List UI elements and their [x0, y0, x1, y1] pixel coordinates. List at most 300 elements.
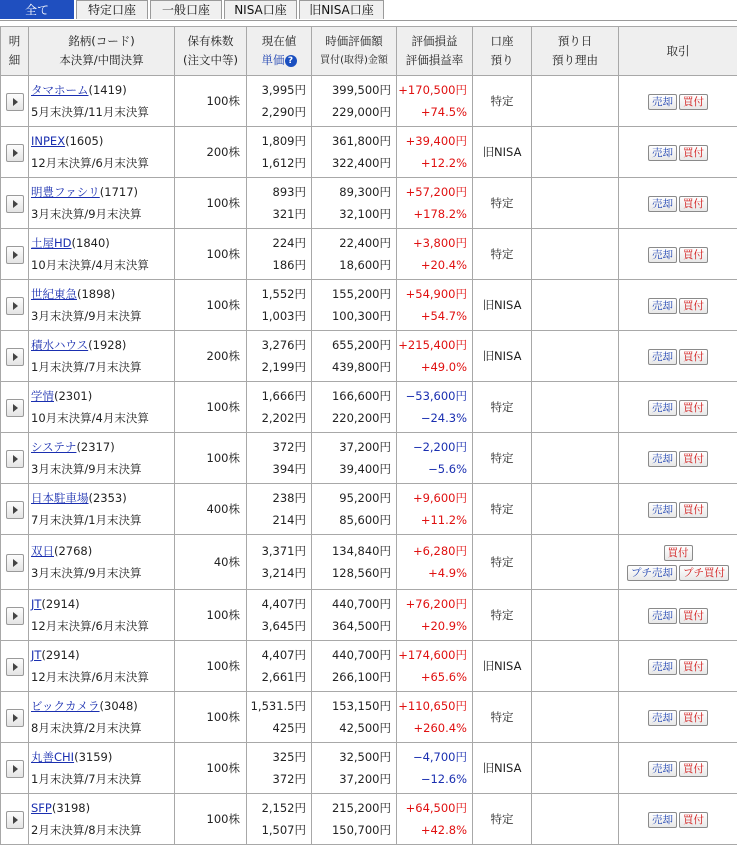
trade-cell	[619, 280, 737, 331]
profit-loss: +170,500円	[398, 83, 467, 97]
sell-button[interactable]: 売却	[648, 247, 677, 263]
stock-code: (1419)	[88, 83, 127, 97]
value-cell	[312, 692, 397, 743]
account-type: 特定	[473, 692, 532, 743]
acquisition-amount: 32,100円	[339, 207, 391, 221]
market-value: 361,800円	[331, 134, 391, 148]
detail-cell	[1, 535, 29, 590]
account-tabs	[0, 0, 737, 21]
quantity: 100株	[175, 280, 247, 331]
stock-name-link[interactable]: 世紀東急	[31, 287, 77, 301]
expand-detail-icon[interactable]	[6, 607, 24, 625]
pl-cell	[397, 743, 473, 794]
fiscal-period: 2月末決算/8月末決算	[31, 823, 142, 837]
price-cell	[247, 331, 312, 382]
table-row	[1, 178, 737, 229]
account-type: 特定	[473, 76, 532, 127]
price-cell	[247, 794, 312, 845]
account-type: 特定	[473, 433, 532, 484]
account-type: 特定	[473, 178, 532, 229]
detail-cell	[1, 76, 29, 127]
buy-button[interactable]: 買付	[679, 659, 708, 675]
tab-all[interactable]: 全て	[0, 0, 74, 19]
unit-cost: 321円	[272, 207, 306, 221]
current-price: 3,371円	[261, 544, 306, 558]
table-row	[1, 76, 737, 127]
current-price: 1,666円	[261, 389, 306, 403]
acquisition-amount: 150,700円	[331, 823, 391, 837]
deposit-info	[532, 484, 619, 535]
profit-loss-rate: +20.4%	[420, 258, 467, 272]
price-cell	[247, 433, 312, 484]
stock-name-link[interactable]: ビックカメラ	[31, 699, 100, 713]
current-price: 325円	[272, 750, 306, 764]
table-row	[1, 794, 737, 845]
price-cell	[247, 280, 312, 331]
expand-detail-icon[interactable]	[6, 144, 24, 162]
current-price: 4,407円	[261, 648, 306, 662]
market-value: 215,200円	[331, 801, 391, 815]
profit-loss-rate: +74.5%	[420, 105, 467, 119]
deposit-info	[532, 178, 619, 229]
stock-name-link[interactable]: 明豊ファシリ	[31, 185, 100, 199]
trade-cell	[619, 590, 737, 641]
stock-cell	[29, 794, 175, 845]
profit-loss-rate: +65.6%	[420, 670, 467, 684]
acquisition-amount: 42,500円	[339, 721, 391, 735]
quantity: 100株	[175, 794, 247, 845]
acquisition-amount: 37,200円	[339, 772, 391, 786]
current-price: 1,531.5円	[250, 699, 306, 713]
market-value: 153,150円	[331, 699, 391, 713]
stock-code: (3198)	[51, 801, 91, 815]
profit-loss: +54,900円	[405, 287, 467, 301]
detail-cell	[1, 692, 29, 743]
market-value: 155,200円	[331, 287, 391, 301]
deposit-info	[532, 794, 619, 845]
detail-cell	[1, 229, 29, 280]
buy-button[interactable]: 買付	[679, 94, 708, 110]
detail-cell	[1, 433, 29, 484]
stock-name-link[interactable]: システナ	[31, 440, 77, 454]
sell-button[interactable]: 売却	[648, 502, 677, 518]
col-price-header: 現在値 単価 ?	[247, 27, 312, 76]
account-type: 特定	[473, 590, 532, 641]
unit-cost: 1,003円	[261, 309, 306, 323]
stock-name-link[interactable]: SFP	[31, 801, 52, 815]
current-price: 2,152円	[261, 801, 306, 815]
trade-cell	[619, 178, 737, 229]
stock-cell	[29, 743, 175, 794]
unit-cost: 1,507円	[261, 823, 306, 837]
acquisition-amount: 18,600円	[339, 258, 391, 272]
profit-loss-rate: +49.0%	[420, 360, 467, 374]
deposit-info	[532, 743, 619, 794]
stock-name-link[interactable]: タマホーム	[31, 83, 89, 97]
stock-cell	[29, 590, 175, 641]
stock-cell	[29, 692, 175, 743]
value-cell	[312, 127, 397, 178]
stock-code: (2301)	[54, 389, 93, 403]
table-row	[1, 280, 737, 331]
acquisition-amount: 85,600円	[339, 513, 391, 527]
account-type: 特定	[473, 535, 532, 590]
buy-button[interactable]: 買付	[679, 608, 708, 624]
table-row	[1, 127, 737, 178]
profit-loss-rate: +4.9%	[428, 566, 467, 580]
expand-detail-icon[interactable]	[6, 246, 24, 264]
account-type: 旧NISA	[473, 280, 532, 331]
fiscal-period: 3月末決算/9月末決算	[31, 309, 142, 323]
market-value: 22,400円	[339, 236, 391, 250]
col-account-header: 口座 預り	[473, 27, 532, 76]
buy-button[interactable]: 買付	[679, 812, 708, 828]
trade-cell	[619, 641, 737, 692]
quantity: 100株	[175, 229, 247, 280]
account-type: 旧NISA	[473, 127, 532, 178]
buy-button[interactable]: 買付	[679, 451, 708, 467]
profit-loss-rate: +11.2%	[420, 513, 467, 527]
value-cell	[312, 641, 397, 692]
col-trade-header: 取引	[619, 27, 737, 76]
acquisition-amount: 439,800円	[331, 360, 391, 374]
stock-name-link[interactable]: 土屋HD	[31, 236, 72, 250]
unit-cost: 3,645円	[261, 619, 306, 633]
fiscal-period: 1月末決算/7月末決算	[31, 772, 142, 786]
quantity: 100株	[175, 433, 247, 484]
current-price: 1,552円	[261, 287, 306, 301]
tab-old-nisa[interactable]: 旧NISA口座	[299, 0, 384, 19]
quantity: 100株	[175, 76, 247, 127]
stock-name-link[interactable]: JT	[31, 597, 42, 611]
detail-cell	[1, 331, 29, 382]
col-name-header: 銘柄(コード) 本決算/中間決算	[29, 27, 175, 76]
expand-detail-icon[interactable]	[6, 811, 24, 829]
deposit-info	[532, 590, 619, 641]
pl-cell	[397, 76, 473, 127]
trade-cell	[619, 535, 737, 590]
buy-button[interactable]: 買付	[679, 247, 708, 263]
profit-loss: +76,200円	[405, 597, 467, 611]
table-header	[1, 27, 737, 76]
value-cell	[312, 229, 397, 280]
acquisition-amount: 229,000円	[331, 105, 391, 119]
unit-cost: 2,661円	[261, 670, 306, 684]
profit-loss-rate: −12.6%	[420, 772, 467, 786]
stock-name-link[interactable]: 学情	[31, 389, 54, 403]
fiscal-period: 8月末決算/2月末決算	[31, 721, 142, 735]
fiscal-period: 7月末決算/1月末決算	[31, 513, 142, 527]
stock-cell	[29, 76, 175, 127]
tab-ippan[interactable]: 一般口座	[150, 0, 222, 19]
expand-detail-icon[interactable]	[6, 399, 24, 417]
sell-button[interactable]: 売却	[648, 608, 677, 624]
fiscal-period: 3月末決算/9月末決算	[31, 462, 142, 476]
expand-detail-icon[interactable]	[6, 554, 24, 572]
value-cell	[312, 794, 397, 845]
stock-code: (1898)	[77, 287, 116, 301]
stock-cell	[29, 229, 175, 280]
acquisition-amount: 220,200円	[331, 411, 391, 425]
pl-cell	[397, 229, 473, 280]
pl-cell	[397, 590, 473, 641]
expand-detail-icon[interactable]	[6, 760, 24, 778]
quantity: 40株	[175, 535, 247, 590]
sell-button[interactable]: 売却	[648, 451, 677, 467]
help-icon[interactable]: ?	[285, 55, 297, 67]
price-cell	[247, 535, 312, 590]
value-cell	[312, 743, 397, 794]
value-cell	[312, 178, 397, 229]
profit-loss: +39,400円	[405, 134, 467, 148]
buy-button[interactable]: 買付	[679, 400, 708, 416]
quantity: 100株	[175, 641, 247, 692]
trade-cell	[619, 794, 737, 845]
account-type: 旧NISA	[473, 743, 532, 794]
detail-cell	[1, 178, 29, 229]
price-cell	[247, 127, 312, 178]
col-deposit-header: 預り日 預り理由	[532, 27, 619, 76]
sell-button[interactable]: 売却	[648, 812, 677, 828]
fiscal-period: 3月末決算/9月末決算	[31, 207, 142, 221]
acquisition-amount: 39,400円	[339, 462, 391, 476]
value-cell	[312, 382, 397, 433]
sell-button[interactable]: 売却	[648, 710, 677, 726]
stock-code: (2768)	[54, 544, 93, 558]
quantity: 100株	[175, 743, 247, 794]
expand-detail-icon[interactable]	[6, 297, 24, 315]
unit-cost: 1,612円	[261, 156, 306, 170]
pl-cell	[397, 127, 473, 178]
deposit-info	[532, 280, 619, 331]
stock-name-link[interactable]: 積水ハウス	[31, 338, 89, 352]
fiscal-period: 10月末決算/4月末決算	[31, 411, 149, 425]
account-type: 旧NISA	[473, 331, 532, 382]
deposit-info	[532, 641, 619, 692]
value-cell	[312, 331, 397, 382]
quantity: 200株	[175, 127, 247, 178]
profit-loss: +110,650円	[398, 699, 467, 713]
stock-name-link[interactable]: 丸善CHI	[31, 750, 75, 764]
account-type: 特定	[473, 484, 532, 535]
profit-loss: −53,600円	[405, 389, 467, 403]
expand-detail-icon[interactable]	[6, 93, 24, 111]
expand-detail-icon[interactable]	[6, 195, 24, 213]
fiscal-period: 10月末決算/4月末決算	[31, 258, 149, 272]
stock-code: (3048)	[99, 699, 138, 713]
market-value: 440,700円	[331, 648, 391, 662]
pl-cell	[397, 433, 473, 484]
table-row	[1, 382, 737, 433]
current-price: 893円	[272, 185, 306, 199]
value-cell	[312, 433, 397, 484]
profit-loss-rate: +42.8%	[420, 823, 467, 837]
sell-button[interactable]: 売却	[648, 196, 677, 212]
current-price: 224円	[272, 236, 306, 250]
tab-tokutei[interactable]: 特定口座	[76, 0, 148, 19]
trade-cell	[619, 433, 737, 484]
acquisition-amount: 100,300円	[331, 309, 391, 323]
unit-cost: 2,290円	[261, 105, 306, 119]
unit-cost: 425円	[272, 721, 306, 735]
account-type: 旧NISA	[473, 641, 532, 692]
pl-cell	[397, 178, 473, 229]
trade-cell	[619, 127, 737, 178]
col-pl-header: 評価損益 評価損益率	[397, 27, 473, 76]
market-value: 655,200円	[331, 338, 391, 352]
profit-loss-rate: +260.4%	[413, 721, 467, 735]
detail-cell	[1, 382, 29, 433]
acquisition-amount: 128,560円	[331, 566, 391, 580]
profit-loss: +3,800円	[412, 236, 467, 250]
profit-loss: −2,200円	[412, 440, 467, 454]
deposit-info	[532, 331, 619, 382]
price-cell	[247, 229, 312, 280]
trade-cell	[619, 692, 737, 743]
market-value: 134,840円	[331, 544, 391, 558]
pl-cell	[397, 331, 473, 382]
buy-button[interactable]: 買付	[679, 145, 708, 161]
profit-loss-rate: +178.2%	[413, 207, 467, 221]
trade-cell	[619, 743, 737, 794]
detail-cell	[1, 590, 29, 641]
quantity: 400株	[175, 484, 247, 535]
account-type: 特定	[473, 229, 532, 280]
value-cell	[312, 280, 397, 331]
col-detail-header: 明 細	[1, 27, 29, 76]
buy-button[interactable]: 買付	[679, 502, 708, 518]
petit-sell-button[interactable]: プチ売却	[627, 565, 677, 581]
stock-cell	[29, 535, 175, 590]
sell-button[interactable]: 売却	[648, 400, 677, 416]
sell-button[interactable]: 売却	[648, 298, 677, 314]
stock-name-link[interactable]: 双日	[31, 544, 54, 558]
buy-button[interactable]: 買付	[664, 545, 693, 561]
trade-cell	[619, 229, 737, 280]
fiscal-period: 5月末決算/11月末決算	[31, 105, 149, 119]
sell-button[interactable]: 売却	[648, 761, 677, 777]
market-value: 32,500円	[339, 750, 391, 764]
unit-cost: 394円	[272, 462, 306, 476]
profit-loss: +57,200円	[405, 185, 467, 199]
sell-button[interactable]: 売却	[648, 349, 677, 365]
table-row	[1, 331, 737, 382]
price-cell	[247, 382, 312, 433]
value-cell	[312, 484, 397, 535]
pl-cell	[397, 535, 473, 590]
fiscal-period: 12月末決算/6月末決算	[31, 156, 149, 170]
current-price: 372円	[272, 440, 306, 454]
sell-button[interactable]: 売却	[648, 145, 677, 161]
deposit-info	[532, 76, 619, 127]
profit-loss: +64,500円	[405, 801, 467, 815]
value-cell	[312, 590, 397, 641]
table-row	[1, 590, 737, 641]
unit-cost: 372円	[272, 772, 306, 786]
expand-detail-icon[interactable]	[6, 658, 24, 676]
price-cell	[247, 590, 312, 641]
expand-detail-icon[interactable]	[6, 450, 24, 468]
buy-button[interactable]: 買付	[679, 298, 708, 314]
pl-cell	[397, 382, 473, 433]
pl-cell	[397, 484, 473, 535]
quantity: 100株	[175, 692, 247, 743]
market-value: 166,600円	[331, 389, 391, 403]
detail-cell	[1, 794, 29, 845]
detail-cell	[1, 280, 29, 331]
deposit-info	[532, 692, 619, 743]
buy-button[interactable]: 買付	[679, 349, 708, 365]
price-cell	[247, 76, 312, 127]
stock-name-link[interactable]: JT	[31, 648, 42, 662]
price-cell	[247, 641, 312, 692]
buy-button[interactable]: 買付	[679, 196, 708, 212]
deposit-info	[532, 535, 619, 590]
unit-cost: 3,214円	[261, 566, 306, 580]
quantity: 100株	[175, 178, 247, 229]
table-row	[1, 692, 737, 743]
stock-code: (3159)	[74, 750, 113, 764]
expand-detail-icon[interactable]	[6, 501, 24, 519]
stock-name-link[interactable]: 日本駐車場	[31, 491, 89, 505]
deposit-info	[532, 382, 619, 433]
profit-loss-rate: +54.7%	[420, 309, 467, 323]
table-row	[1, 433, 737, 484]
profit-loss: −4,700円	[412, 750, 467, 764]
market-value: 37,200円	[339, 440, 391, 454]
market-value: 95,200円	[339, 491, 391, 505]
current-price: 238円	[272, 491, 306, 505]
buy-button[interactable]: 買付	[679, 761, 708, 777]
quantity: 100株	[175, 590, 247, 641]
profit-loss: +215,400円	[398, 338, 467, 352]
price-cell	[247, 484, 312, 535]
detail-cell	[1, 641, 29, 692]
expand-detail-icon[interactable]	[6, 348, 24, 366]
current-price: 4,407円	[261, 597, 306, 611]
stock-cell	[29, 280, 175, 331]
table-row	[1, 641, 737, 692]
sell-button[interactable]: 売却	[648, 94, 677, 110]
tab-nisa[interactable]: NISA口座	[224, 0, 297, 19]
buy-button[interactable]: 買付	[679, 710, 708, 726]
petit-buy-button[interactable]: プチ買付	[679, 565, 729, 581]
fiscal-period: 12月末決算/6月末決算	[31, 619, 149, 633]
fiscal-period: 1月末決算/7月末決算	[31, 360, 142, 374]
stock-code: (1717)	[99, 185, 139, 199]
stock-code: (2353)	[88, 491, 127, 505]
market-value: 89,300円	[339, 185, 391, 199]
price-cell	[247, 743, 312, 794]
unit-cost: 186円	[272, 258, 306, 272]
profit-loss: +174,600円	[398, 648, 467, 662]
account-type: 特定	[473, 382, 532, 433]
col-value-header: 時価評価額 買付(取得)金額	[312, 27, 397, 76]
trade-cell	[619, 382, 737, 433]
col-qty-header: 保有株数 (注文中等)	[175, 27, 247, 76]
deposit-info	[532, 229, 619, 280]
sell-button[interactable]: 売却	[648, 659, 677, 675]
pl-cell	[397, 280, 473, 331]
value-cell	[312, 76, 397, 127]
expand-detail-icon[interactable]	[6, 709, 24, 727]
unit-cost: 2,202円	[261, 411, 306, 425]
table-row	[1, 229, 737, 280]
stock-cell	[29, 484, 175, 535]
value-cell	[312, 535, 397, 590]
price-cell	[247, 692, 312, 743]
stock-name-link[interactable]: INPEX	[31, 134, 66, 148]
